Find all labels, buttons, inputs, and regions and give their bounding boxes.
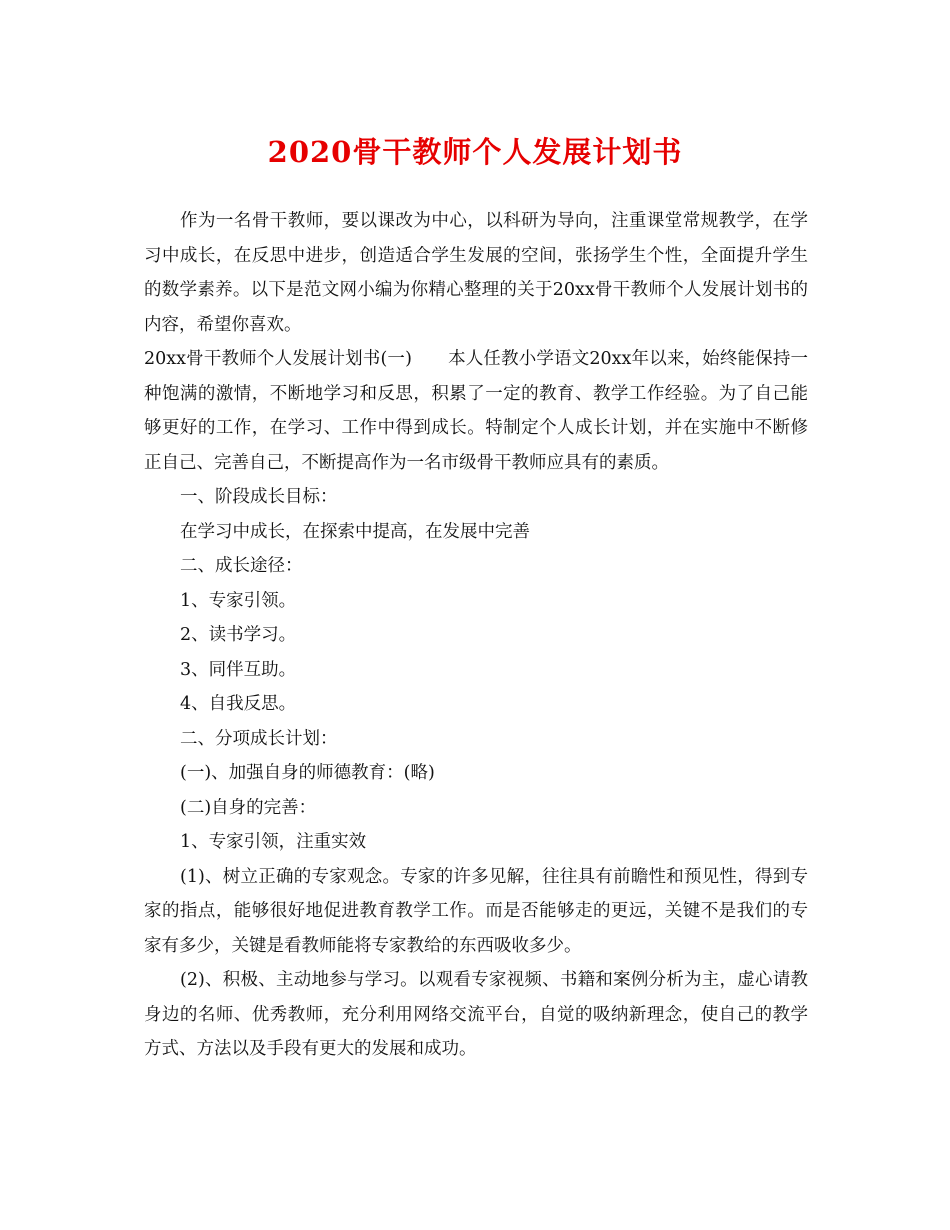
stage-goal-heading: 一、阶段成长目标： (180, 487, 338, 507)
stage-goal-text: 在学习中成长，在探索中提高，在发展中完善 (180, 521, 530, 542)
plan-paragraph: (2)、积极、主动地参与学习。以观看专家视频、书籍和案例分析为主，虚心请教身边的名师、优秀教师，充分利用网络交流平台，自觉的吸纳新理念，使自己的教学方式、方法以及手段有更大的发展和成功。 (144, 970, 808, 1059)
plan-heading: 二、分项成长计划： (180, 728, 338, 749)
document-title: 2020骨干教师个人发展计划书 (267, 135, 683, 169)
section-paragraph (144, 342, 808, 480)
plan-item: (一)、加强自身的师德教育：(略) (180, 763, 435, 783)
growth-path-heading: 二、成长途径： (180, 556, 303, 576)
growth-path-item: 4、自我反思。 (180, 694, 297, 714)
plan-paragraph: (1)、树立正确的专家观念。专家的许多见解，往往具有前瞻性和预见性，得到专家的指点，能够很好地促进教育教学工作。而是否能够走的更远，关键不是我们的专家有多少，关键是看教师能将专家教给的东西吸收多少。 (144, 866, 808, 956)
section-heading: 20xx骨干教师个人发展计划书(一) (144, 349, 412, 369)
plan-item: (二)自身的完善： (180, 797, 317, 818)
intro-paragraph: 作为一名骨干教师，要以课改为中心，以科研为导向，注重课堂常规教学，在学习中成长，在反思中进步，创造适合学生发展的空间，张扬学生个性，全面提升学生的数学素养。以下是范文网小编为你精心整理的关于20xx骨干教师个人发展计划书的内容，希望你喜欢。 (144, 211, 808, 335)
plan-subheading: 1、专家引领，注重实效 (180, 832, 367, 852)
growth-path-item: 2、读书学习。 (180, 625, 297, 645)
document-body (144, 204, 808, 1067)
growth-path-item: 1、专家引领。 (180, 590, 297, 611)
growth-path-item: 3、同伴互助。 (180, 659, 297, 680)
section-intro: 本人任教小学语文20xx年以来，始终能保持一种饱满的激情，不断地学习和反思，积累了一定的教育、教学工作经验。为了自己能够更好的工作，在学习、工作中得到成长。特制定个人成长计划，并在实施中不断修正自己、完善自己，不断提高作为一名市级骨干教师应具有的素质。 (144, 349, 808, 473)
